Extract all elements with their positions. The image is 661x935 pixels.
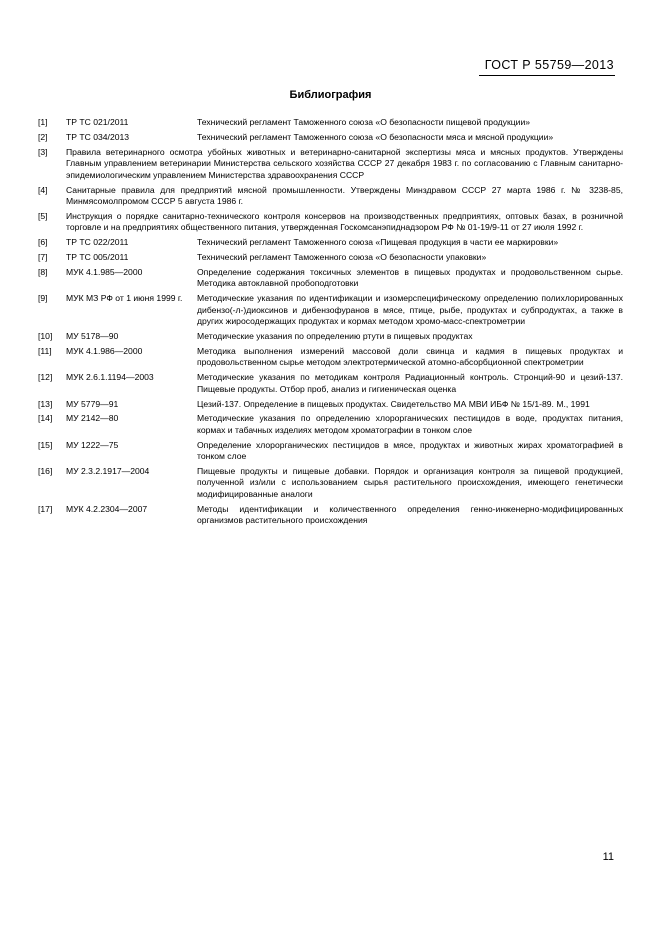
reference-code: МУК 2.6.1.1194—2003 (66, 372, 154, 383)
reference-description: Санитарные правила для предприятий мясной промышленности. Утверждены Минздравом СССР 27 марта 1986 г. № 3238-85, Минмясомолпромом СССР 5 августа 1986 г. (66, 184, 623, 206)
reference-description: Определение хлорорганических пестицидов в мясе, продуктах и животных жирах хроматографией в тонком слое (197, 439, 623, 462)
reference-entry (38, 440, 623, 463)
reference-entry (38, 466, 623, 500)
reference-entry (38, 185, 623, 208)
reference-number: [4] (38, 184, 48, 195)
reference-entry (38, 147, 623, 181)
reference-code: ТР ТС 005/2011 (66, 252, 129, 263)
reference-entry (38, 346, 623, 369)
reference-code: МУК 4.1.985—2000 (66, 266, 143, 277)
reference-entry (38, 132, 623, 143)
reference-number: [5] (38, 210, 48, 221)
reference-entry (38, 211, 623, 234)
reference-code: МУК 4.1.986—2000 (66, 345, 143, 356)
reference-description: Технический регламент Таможенного союза «О безопасности мяса и мясной продукции» (197, 131, 554, 142)
reference-entry (38, 117, 623, 128)
reference-number: [15] (38, 439, 53, 450)
reference-description: Технический регламент Таможенного союза «О безопасности пищевой продукции» (197, 117, 531, 127)
reference-code: МУК МЗ РФ от 1 июня 1999 г. (66, 293, 183, 304)
reference-description: Инструкция о порядке санитарно-технического контроля консервов на производственных предприятиях, оптовых базах, в розничной торговле и на предприятиях общественного питания, утвержденная Госкомсанэпиднадзором РФ № 01-19/9-11 от 27 июля 1992 г. (66, 210, 623, 233)
reference-entry (38, 267, 623, 290)
reference-entry (38, 237, 623, 248)
reference-number: [9] (38, 293, 48, 304)
standard-designation: ГОСТ Р 55759—2013 (484, 58, 614, 72)
reference-number: [3] (38, 146, 48, 157)
reference-description: Технический регламент Таможенного союза «О безопасности упаковки» (197, 252, 487, 263)
reference-number: [6] (38, 237, 48, 248)
reference-number: [12] (38, 372, 53, 383)
reference-entry (38, 372, 623, 395)
reference-description: Правила ветеринарного осмотра убойных животных и ветеринарно-санитарной экспертизы мяса и мясных продуктов. Утверждены Главным управлением ветеринарии Министерства сельского хозяйства СССР 27 декабря 1983 г. по согласованию с Главным санитарно-эпидемиологическим управлением Министерства здравоохранения СССР (66, 146, 623, 180)
reference-number: [17] (38, 503, 53, 514)
reference-code: ТР ТС 034/2013 (66, 131, 130, 142)
reference-entry (38, 331, 623, 342)
reference-number: [8] (38, 266, 48, 277)
reference-description: Пищевые продукты и пищевые добавки. Порядок и организация контроля за пищевой продукцией, полученной из/или с использованием сырья растительного происхождения, имеющего генетически модифицированные аналоги (197, 466, 623, 499)
reference-code: МУ 1222—75 (66, 439, 119, 450)
reference-entry (38, 252, 623, 263)
reference-number: [7] (38, 252, 48, 263)
reference-description: Методика выполнения измерений массовой доли свинца и кадмия в пищевых продуктах и продовольственном сырье методом электротермической атомно-абсорбционной спектрометрии (197, 345, 623, 368)
reference-number: [13] (38, 398, 53, 409)
reference-description: Методические указания по определению ртути в пищевых продуктах (197, 331, 473, 341)
reference-code: МУ 5779—91 (66, 398, 119, 409)
reference-description: Определение содержания токсичных элементов в пищевых продуктах и продовольственном сырье. Методика автоклавной пробоподготовки (197, 266, 623, 289)
reference-code: МУК 4.2.2304—2007 (66, 503, 148, 514)
reference-code: МУ 5178—90 (66, 331, 119, 341)
reference-description: Цезий-137. Определение в пищевых продуктах. Свидетельство МА МВИ ИБФ № 15/1-89. М., 1991 (197, 398, 590, 409)
bibliography-list (38, 117, 623, 530)
reference-number: [11] (38, 345, 52, 356)
page-title: Библиография (289, 89, 372, 101)
reference-number: [14] (38, 413, 53, 424)
header-rule (479, 75, 615, 76)
reference-code: ТР ТС 021/2011 (66, 117, 129, 127)
reference-description: Методические указания по определению хлорорганических пестицидов в воде, продуктах питания, кормах и табачных изделиях методом хроматографии в тонком слое (197, 413, 623, 435)
page-header (485, 58, 614, 72)
reference-description: Методы идентификации и количественного определения генно-инженерно-модифицированных организмов растительного происхождения (197, 503, 623, 526)
reference-code: ТР ТС 022/2011 (66, 237, 129, 248)
reference-entry (38, 504, 623, 527)
reference-number: [10] (38, 331, 53, 341)
reference-description: Технический регламент Таможенного союза «Пищевая продукция в части ее маркировки» (197, 237, 559, 248)
reference-number: [16] (38, 466, 53, 477)
reference-entry (38, 399, 623, 410)
reference-code: МУ 2.3.2.1917—2004 (66, 466, 150, 477)
page-number: 11 (602, 851, 614, 863)
reference-number: [1] (38, 117, 48, 127)
reference-code: МУ 2142—80 (66, 413, 119, 424)
reference-description: Методические указания по идентификации и изомерспецифическому определению полихлорированных дибензо(-л-)диоксинов и дибензофуранов в мясе, птице, рыбе, продуктах и субпродуктах, а также в других жиросодержащих продуктах и кормах методом хромо-масс-спектрометрии (197, 293, 623, 327)
reference-entry (38, 413, 623, 436)
reference-number: [2] (38, 131, 48, 142)
reference-entry (38, 293, 623, 327)
reference-description: Методические указания по методикам контроля Радиационный контроль. Стронций-90 и цезий-137. Пищевые продукты. Отбор проб, анализ и гигиеническая оценка (197, 372, 623, 394)
